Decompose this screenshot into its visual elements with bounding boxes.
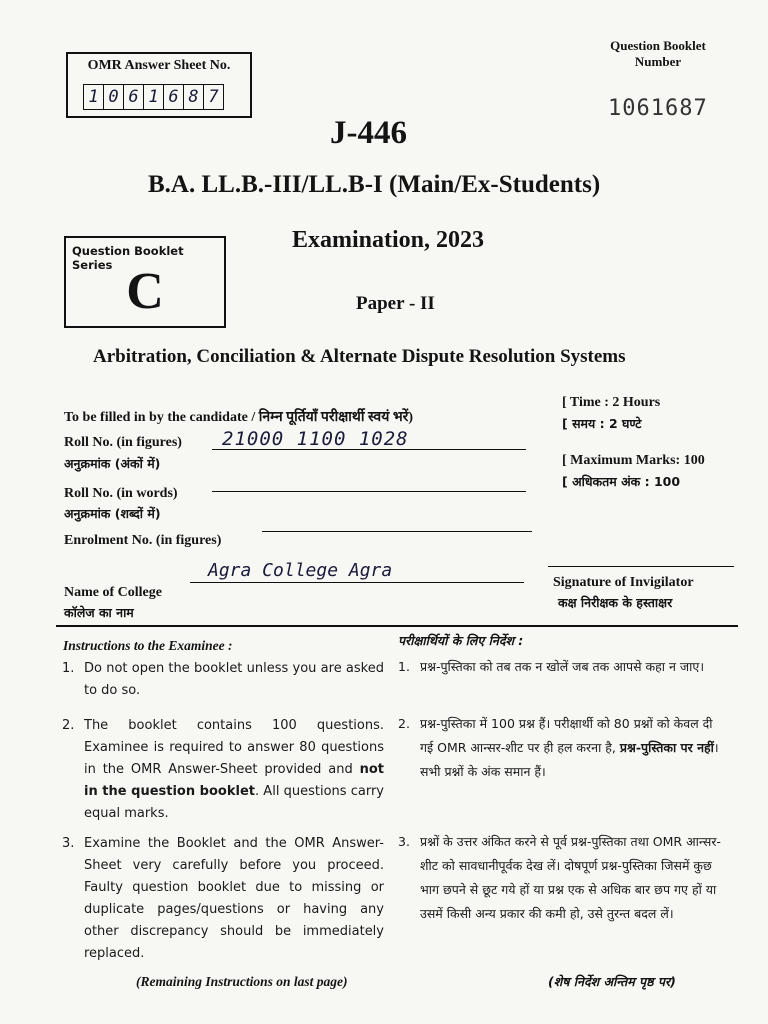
omr-digit: 0	[104, 85, 124, 109]
instruction-en-3-text: Examine the Booklet and the OMR Answer-Sheet very carefully before you proceed. Faulty question booklet due to missing or duplicate pages/questions or having any other discrepancy should be immediately replaced.	[84, 836, 384, 961]
time-label: [ Time : 2 Hours	[562, 395, 661, 410]
paper-code: J-446	[330, 115, 407, 151]
college-line[interactable]	[190, 582, 524, 583]
instruction-en-3	[62, 833, 384, 963]
booklet-number-label	[592, 38, 724, 70]
instruction-hi-3-number: 3.	[398, 834, 410, 849]
booklet-number-label-line2: Number	[634, 54, 682, 69]
instruction-hi-1-number: 1.	[398, 659, 410, 674]
roll-figures-label: Roll No. (in figures)	[64, 435, 182, 450]
omr-digit: 8	[184, 85, 204, 109]
instruction-en-2-text	[84, 715, 384, 825]
instruction-en-1	[62, 658, 384, 706]
college-value[interactable]: Agra College Agra	[208, 560, 393, 581]
instruction-hi-2	[398, 712, 728, 792]
instruction-hi-3	[398, 830, 728, 960]
instruction-en-2-number: 2.	[62, 718, 75, 733]
booklet-number-value: 1061687	[608, 96, 708, 121]
booklet-series-box	[64, 236, 226, 328]
omr-digit-cells	[83, 84, 224, 110]
instruction-en-2	[62, 715, 384, 825]
instruction-en-3-number: 3.	[62, 836, 75, 851]
section-divider	[56, 625, 738, 627]
roll-figures-label-hi: अनुक्रमांक (अंकों में)	[64, 456, 161, 471]
marks-label: [ Maximum Marks: 100	[562, 453, 705, 468]
enrolment-line[interactable]	[262, 531, 532, 532]
instruction-hi-2-number: 2.	[398, 716, 410, 731]
instruction-en-2-bold: not in the question booklet	[84, 762, 384, 799]
omr-digit: 6	[164, 85, 184, 109]
roll-figures-value[interactable]: 21000 1100 1028	[222, 428, 409, 450]
course-title: B.A. LL.B.-III/LL.B-I (Main/Ex-Students)	[148, 171, 601, 198]
instruction-hi-1	[398, 655, 728, 705]
marks-label-hi: [ अधिकतम अंक : 100	[562, 474, 681, 489]
signature-line[interactable]	[548, 566, 734, 567]
instruction-hi-1-text: प्रश्न-पुस्तिका को तब तक न खोलें जब तक आपसे कहा न जाए।	[420, 659, 705, 674]
omr-digit: 6	[124, 85, 144, 109]
enrolment-label: Enrolment No. (in figures)	[64, 533, 222, 548]
instruction-en-2-part-a: The booklet contains 100 questions. Examinee is required to answer 80 questions in the OMR Answer-Sheet provided and	[84, 718, 384, 777]
omr-digit: 1	[144, 85, 164, 109]
instruction-en-1-text: Do not open the booklet unless you are asked to do so.	[84, 661, 384, 698]
instruction-en-1-number: 1.	[62, 661, 75, 676]
instructions-hi-heading: परीक्षार्थियों के लिए निर्देश :	[398, 633, 524, 648]
paper-number: Paper - II	[356, 293, 435, 314]
signature-label: Signature of Invigilator	[553, 575, 694, 590]
candidate-heading: To be filled in by the candidate / निम्न पूर्तियाँ परीक्षार्थी स्वयं भरें)	[64, 410, 414, 425]
instructions-en-footer: (Remaining Instructions on last page)	[136, 974, 348, 989]
instructions-hi-footer: (शेष निर्देश अन्तिम पृष्ठ पर)	[548, 974, 676, 989]
omr-sheet-label: OMR Answer Sheet No.	[87, 58, 231, 73]
roll-words-label-hi: अनुक्रमांक (शब्दों में)	[64, 506, 161, 521]
omr-digit: 7	[208, 87, 219, 107]
roll-words-label: Roll No. (in words)	[64, 486, 178, 501]
booklet-series-value: C	[126, 263, 164, 320]
booklet-series-label: Question Booklet Series	[72, 244, 184, 272]
instruction-en-2-part-c: . All questions carry equal marks.	[84, 784, 384, 821]
time-label-hi: [ समय : 2 घण्टे	[562, 416, 642, 431]
exam-title: Examination, 2023	[292, 227, 485, 253]
omr-digit: 1	[84, 85, 104, 109]
signature-label-hi: कक्ष निरीक्षक के हस्ताक्षर	[558, 595, 673, 610]
booklet-number-label-line1: Question Booklet	[610, 38, 706, 53]
instruction-hi-2-part-c: । सभी प्रश्नों के अंक समान हैं।	[420, 740, 719, 779]
instructions-en-heading: Instructions to the Examinee :	[63, 638, 233, 653]
omr-sheet-number-box	[66, 52, 252, 118]
instruction-hi-3-text: प्रश्नों के उत्तर अंकित करने से पूर्व प्रश्न-पुस्तिका तथा OMR आन्सर-शीट को सावधानीपूर्वक देख लें। दोषपूर्ण प्रश्न-पुस्तिका जिसमें कुछ भाग छपने से छूट गये हों या प्रश्न एक से अधिक बार छप गए हों या उसमें किसी अन्य प्रकार की कमी हो, उसे तुरन्त बदल लें।	[420, 834, 721, 921]
instruction-hi-2-bold: प्रश्न-पुस्तिका पर नहीं	[619, 740, 714, 755]
instruction-hi-2-part-a: प्रश्न-पुस्तिका में 100 प्रश्न हैं। परीक्षार्थी को 80 प्रश्नों को केवल दी गई OMR आन्सर-शीट पर ही हल करना है,	[420, 716, 713, 755]
roll-words-line[interactable]	[212, 491, 526, 492]
instruction-hi-2-text	[420, 712, 726, 784]
college-label: Name of College	[64, 585, 162, 600]
subject-title: Arbitration, Conciliation & Alternate Dispute Resolution Systems	[93, 346, 626, 367]
college-label-hi: कॉलेज का नाम	[64, 605, 134, 620]
